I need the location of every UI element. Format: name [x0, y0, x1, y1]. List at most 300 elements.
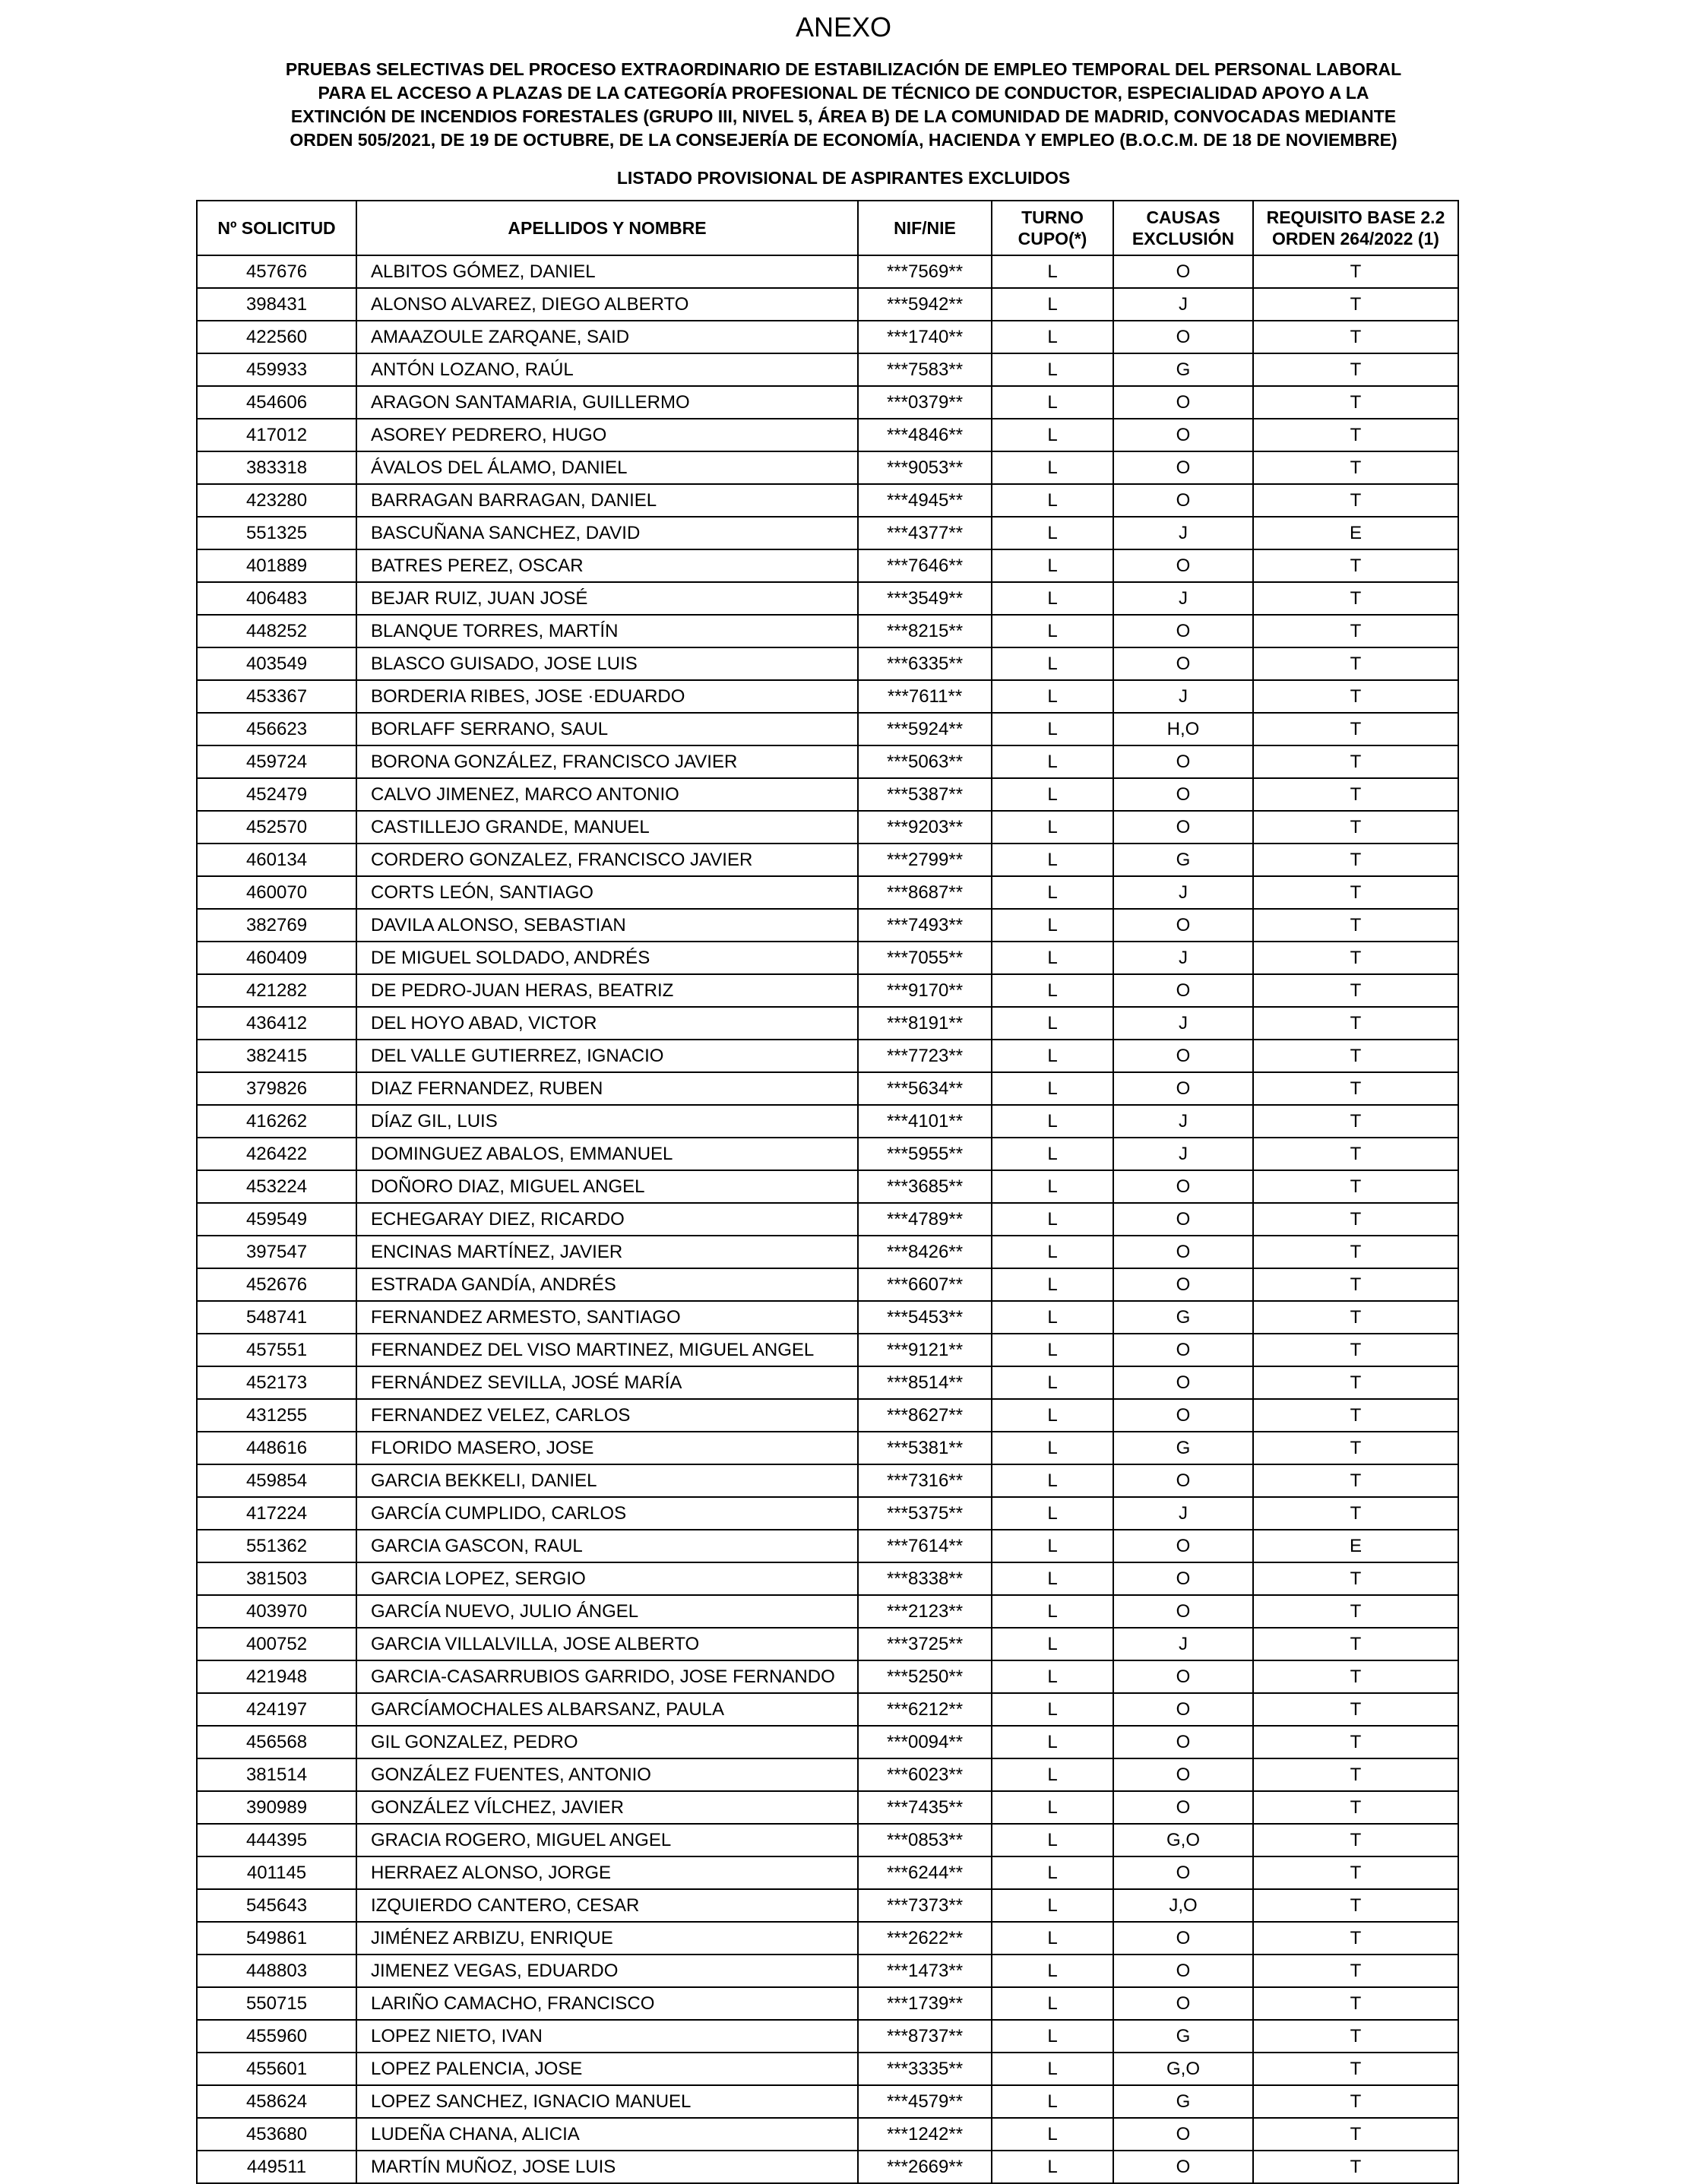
cell-requisito: T: [1253, 1399, 1458, 1432]
table-row: [197, 321, 1458, 353]
cell-nif: ***9121**: [858, 1334, 992, 1366]
cell-turno: L: [992, 2085, 1113, 2118]
page-title: ANEXO: [795, 11, 892, 43]
table-row: [197, 1203, 1458, 1236]
cell-causas: O: [1113, 1726, 1253, 1758]
cell-solicitud: 454606: [197, 386, 356, 419]
cell-nombre: ALONSO ALVAREZ, DIEGO ALBERTO: [356, 288, 858, 321]
cell-turno: L: [992, 353, 1113, 386]
cell-requisito: T: [1253, 1628, 1458, 1660]
cell-nif: ***4101**: [858, 1105, 992, 1138]
cell-turno: L: [992, 549, 1113, 582]
cell-nombre: BASCUÑANA SANCHEZ, DAVID: [356, 517, 858, 549]
cell-solicitud: 401145: [197, 1856, 356, 1889]
cell-nif: ***5453**: [858, 1301, 992, 1334]
cell-solicitud: 444395: [197, 1824, 356, 1856]
cell-requisito: T: [1253, 1791, 1458, 1824]
cell-solicitud: 436412: [197, 1007, 356, 1040]
cell-solicitud: 453680: [197, 2118, 356, 2151]
cell-nif: ***7055**: [858, 942, 992, 974]
table-row: [197, 386, 1458, 419]
table-row: [197, 909, 1458, 942]
cell-solicitud: 456623: [197, 713, 356, 745]
cell-nif: ***2799**: [858, 844, 992, 876]
cell-requisito: T: [1253, 1595, 1458, 1628]
cell-nombre: BORDERIA RIBES, JOSE ·EDUARDO: [356, 680, 858, 713]
table-row: [197, 288, 1458, 321]
cell-turno: L: [992, 1530, 1113, 1562]
cell-nif: ***7646**: [858, 549, 992, 582]
cell-nombre: DE MIGUEL SOLDADO, ANDRÉS: [356, 942, 858, 974]
cell-solicitud: 452570: [197, 811, 356, 844]
cell-nif: ***3549**: [858, 582, 992, 615]
cell-causas: J: [1113, 942, 1253, 974]
cell-turno: L: [992, 1334, 1113, 1366]
cell-causas: O: [1113, 1040, 1253, 1072]
cell-nombre: ARAGON SANTAMARIA, GUILLERMO: [356, 386, 858, 419]
cell-nombre: ESTRADA GANDÍA, ANDRÉS: [356, 1268, 858, 1301]
cell-causas: O: [1113, 1955, 1253, 1987]
cell-causas: J: [1113, 1628, 1253, 1660]
cell-nombre: CORDERO GONZALEZ, FRANCISCO JAVIER: [356, 844, 858, 876]
cell-turno: L: [992, 582, 1113, 615]
cell-nombre: FERNANDEZ DEL VISO MARTINEZ, MIGUEL ANGEL: [356, 1334, 858, 1366]
cell-requisito: T: [1253, 909, 1458, 942]
cell-causas: J: [1113, 288, 1253, 321]
cell-nombre: LOPEZ SANCHEZ, IGNACIO MANUEL: [356, 2085, 858, 2118]
cell-causas: O: [1113, 1856, 1253, 1889]
cell-turno: L: [992, 484, 1113, 517]
cell-requisito: T: [1253, 2020, 1458, 2053]
cell-causas: O: [1113, 647, 1253, 680]
cell-requisito: T: [1253, 1170, 1458, 1203]
cell-solicitud: 452676: [197, 1268, 356, 1301]
cell-solicitud: 449511: [197, 2151, 356, 2183]
cell-nombre: GRACIA ROGERO, MIGUEL ANGEL: [356, 1824, 858, 1856]
cell-causas: O: [1113, 1758, 1253, 1791]
cell-causas: G: [1113, 2085, 1253, 2118]
cell-nif: ***7569**: [858, 255, 992, 288]
cell-turno: L: [992, 1170, 1113, 1203]
cell-nif: ***7493**: [858, 909, 992, 942]
cell-requisito: T: [1253, 484, 1458, 517]
cell-nombre: BATRES PEREZ, OSCAR: [356, 549, 858, 582]
cell-solicitud: 421282: [197, 974, 356, 1007]
cell-turno: L: [992, 2020, 1113, 2053]
cell-requisito: T: [1253, 680, 1458, 713]
cell-requisito: T: [1253, 942, 1458, 974]
cell-solicitud: 406483: [197, 582, 356, 615]
cell-nombre: JIMÉNEZ ARBIZU, ENRIQUE: [356, 1922, 858, 1955]
cell-solicitud: 400752: [197, 1628, 356, 1660]
table-row: [197, 1040, 1458, 1072]
cell-requisito: T: [1253, 1236, 1458, 1268]
cell-causas: O: [1113, 1072, 1253, 1105]
cell-nif: ***1473**: [858, 1955, 992, 1987]
cell-turno: L: [992, 1955, 1113, 1987]
cell-turno: L: [992, 1464, 1113, 1497]
cell-causas: J: [1113, 680, 1253, 713]
cell-nif: ***8215**: [858, 615, 992, 647]
cell-nif: ***5955**: [858, 1138, 992, 1170]
cell-turno: L: [992, 1399, 1113, 1432]
cell-solicitud: 459854: [197, 1464, 356, 1497]
header-requisito-line2: ORDEN 264/2022 (1): [1272, 229, 1439, 248]
cell-requisito: T: [1253, 713, 1458, 745]
cell-causas: G: [1113, 1301, 1253, 1334]
table-row: [197, 844, 1458, 876]
header-nombre: APELLIDOS Y NOMBRE: [356, 201, 858, 255]
table-row: [197, 1399, 1458, 1432]
cell-solicitud: 452173: [197, 1366, 356, 1399]
cell-requisito: T: [1253, 353, 1458, 386]
cell-nombre: ECHEGARAY DIEZ, RICARDO: [356, 1203, 858, 1236]
cell-turno: L: [992, 386, 1113, 419]
cell-requisito: T: [1253, 1758, 1458, 1791]
cell-requisito: T: [1253, 647, 1458, 680]
cell-requisito: T: [1253, 1889, 1458, 1922]
cell-causas: O: [1113, 1236, 1253, 1268]
cell-requisito: T: [1253, 549, 1458, 582]
cell-nif: ***6023**: [858, 1758, 992, 1791]
cell-nombre: CALVO JIMENEZ, MARCO ANTONIO: [356, 778, 858, 811]
cell-causas: O: [1113, 1334, 1253, 1366]
cell-solicitud: 403549: [197, 647, 356, 680]
cell-solicitud: 455601: [197, 2053, 356, 2085]
table-row: [197, 451, 1458, 484]
cell-causas: O: [1113, 2151, 1253, 2183]
cell-nombre: GARCIA BEKKELI, DANIEL: [356, 1464, 858, 1497]
header-causas-line1: CAUSAS: [1146, 207, 1220, 227]
cell-requisito: T: [1253, 582, 1458, 615]
cell-requisito: T: [1253, 1268, 1458, 1301]
cell-nif: ***8338**: [858, 1562, 992, 1595]
cell-nombre: HERRAEZ ALONSO, JORGE: [356, 1856, 858, 1889]
cell-turno: L: [992, 1072, 1113, 1105]
cell-solicitud: 421948: [197, 1660, 356, 1693]
cell-solicitud: 456568: [197, 1726, 356, 1758]
cell-requisito: T: [1253, 288, 1458, 321]
cell-solicitud: 448803: [197, 1955, 356, 1987]
cell-solicitud: 458624: [197, 2085, 356, 2118]
cell-causas: O: [1113, 1660, 1253, 1693]
cell-causas: G: [1113, 1432, 1253, 1464]
cell-causas: O: [1113, 1170, 1253, 1203]
cell-requisito: T: [1253, 844, 1458, 876]
table-row: [197, 1530, 1458, 1562]
cell-turno: L: [992, 942, 1113, 974]
cell-solicitud: 416262: [197, 1105, 356, 1138]
table-row: [197, 2020, 1458, 2053]
cell-causas: O: [1113, 1268, 1253, 1301]
cell-nif: ***4945**: [858, 484, 992, 517]
cell-nombre: MARTÍN MUÑOZ, JOSE LUIS: [356, 2151, 858, 2183]
cell-nif: ***8737**: [858, 2020, 992, 2053]
cell-nombre: LOPEZ NIETO, IVAN: [356, 2020, 858, 2053]
cell-nif: ***4579**: [858, 2085, 992, 2118]
header-solicitud: Nº SOLICITUD: [197, 201, 356, 255]
cell-solicitud: 551362: [197, 1530, 356, 1562]
cell-nombre: AMAAZOULE ZARQANE, SAID: [356, 321, 858, 353]
cell-nif: ***9053**: [858, 451, 992, 484]
cell-nif: ***3725**: [858, 1628, 992, 1660]
cell-turno: L: [992, 1203, 1113, 1236]
table-row: [197, 1856, 1458, 1889]
header-turno-line1: TURNO: [1021, 207, 1084, 227]
cell-nif: ***7723**: [858, 1040, 992, 1072]
cell-nif: ***1739**: [858, 1987, 992, 2020]
table-row: [197, 1660, 1458, 1693]
cell-nombre: DIAZ FERNANDEZ, RUBEN: [356, 1072, 858, 1105]
cell-solicitud: 457676: [197, 255, 356, 288]
cell-turno: L: [992, 517, 1113, 549]
header-nif: NIF/NIE: [858, 201, 992, 255]
table-row: [197, 1726, 1458, 1758]
cell-nombre: BORLAFF SERRANO, SAUL: [356, 713, 858, 745]
header-turno-line2: CUPO(*): [1018, 229, 1087, 248]
table-row: [197, 1334, 1458, 1366]
cell-causas: O: [1113, 1464, 1253, 1497]
cell-turno: L: [992, 1497, 1113, 1530]
cell-causas: J: [1113, 517, 1253, 549]
cell-nombre: GARCIA GASCON, RAUL: [356, 1530, 858, 1562]
cell-nif: ***8627**: [858, 1399, 992, 1432]
cell-solicitud: 424197: [197, 1693, 356, 1726]
cell-nombre: LUDEÑA CHANA, ALICIA: [356, 2118, 858, 2151]
cell-nombre: BEJAR RUIZ, JUAN JOSÉ: [356, 582, 858, 615]
cell-nif: ***7583**: [858, 353, 992, 386]
cell-solicitud: 460134: [197, 844, 356, 876]
cell-turno: L: [992, 1628, 1113, 1660]
cell-nif: ***9203**: [858, 811, 992, 844]
table-row: [197, 255, 1458, 288]
cell-causas: O: [1113, 745, 1253, 778]
cell-solicitud: 426422: [197, 1138, 356, 1170]
cell-turno: L: [992, 615, 1113, 647]
cell-solicitud: 401889: [197, 549, 356, 582]
cell-causas: O: [1113, 2118, 1253, 2151]
cell-turno: L: [992, 1301, 1113, 1334]
cell-causas: O: [1113, 1530, 1253, 1562]
cell-requisito: T: [1253, 745, 1458, 778]
table-body: [197, 255, 1458, 2183]
cell-solicitud: 422560: [197, 321, 356, 353]
cell-requisito: T: [1253, 1856, 1458, 1889]
cell-nombre: FERNANDEZ ARMESTO, SANTIAGO: [356, 1301, 858, 1334]
cell-nombre: FERNANDEZ VELEZ, CARLOS: [356, 1399, 858, 1432]
cell-solicitud: 423280: [197, 484, 356, 517]
cell-nif: ***1740**: [858, 321, 992, 353]
cell-nif: ***2123**: [858, 1595, 992, 1628]
table-row: [197, 974, 1458, 1007]
cell-nombre: DE PEDRO-JUAN HERAS, BEATRIZ: [356, 974, 858, 1007]
cell-nombre: FERNÁNDEZ SEVILLA, JOSÉ MARÍA: [356, 1366, 858, 1399]
cell-solicitud: 403970: [197, 1595, 356, 1628]
cell-solicitud: 460409: [197, 942, 356, 974]
cell-requisito: T: [1253, 2151, 1458, 2183]
cell-nif: ***9170**: [858, 974, 992, 1007]
cell-solicitud: 390989: [197, 1791, 356, 1824]
table-row: [197, 1595, 1458, 1628]
table-row: [197, 1791, 1458, 1824]
cell-turno: L: [992, 1595, 1113, 1628]
cell-nif: ***8426**: [858, 1236, 992, 1268]
cell-solicitud: 550715: [197, 1987, 356, 2020]
cell-nif: ***4377**: [858, 517, 992, 549]
table-row: [197, 1268, 1458, 1301]
cell-nif: ***6607**: [858, 1268, 992, 1301]
cell-solicitud: 397547: [197, 1236, 356, 1268]
table-row: [197, 2053, 1458, 2085]
cell-turno: L: [992, 713, 1113, 745]
cell-solicitud: 459549: [197, 1203, 356, 1236]
table-row: [197, 419, 1458, 451]
table-row: [197, 1464, 1458, 1497]
table-row: [197, 942, 1458, 974]
cell-solicitud: 398431: [197, 288, 356, 321]
cell-solicitud: 382415: [197, 1040, 356, 1072]
cell-nif: ***1242**: [858, 2118, 992, 2151]
cell-requisito: T: [1253, 2053, 1458, 2085]
cell-solicitud: 453367: [197, 680, 356, 713]
cell-requisito: T: [1253, 1922, 1458, 1955]
cell-requisito: T: [1253, 1824, 1458, 1856]
cell-requisito: T: [1253, 1072, 1458, 1105]
cell-solicitud: 448616: [197, 1432, 356, 1464]
cell-nif: ***5063**: [858, 745, 992, 778]
table-row: [197, 1628, 1458, 1660]
cell-nombre: BARRAGAN BARRAGAN, DANIEL: [356, 484, 858, 517]
cell-nombre: DEL VALLE GUTIERREZ, IGNACIO: [356, 1040, 858, 1072]
header-requisito-line1: REQUISITO BASE 2.2: [1266, 207, 1445, 227]
table-row: [197, 713, 1458, 745]
cell-turno: L: [992, 844, 1113, 876]
cell-turno: L: [992, 2118, 1113, 2151]
cell-solicitud: 379826: [197, 1072, 356, 1105]
cell-turno: L: [992, 909, 1113, 942]
cell-nif: ***8191**: [858, 1007, 992, 1040]
cell-turno: L: [992, 680, 1113, 713]
cell-causas: J: [1113, 582, 1253, 615]
cell-solicitud: 545643: [197, 1889, 356, 1922]
cell-causas: O: [1113, 1693, 1253, 1726]
table-row: [197, 1301, 1458, 1334]
cell-requisito: T: [1253, 615, 1458, 647]
cell-causas: O: [1113, 255, 1253, 288]
cell-nombre: ÁVALOS DEL ÁLAMO, DANIEL: [356, 451, 858, 484]
cell-nombre: DEL HOYO ABAD, VICTOR: [356, 1007, 858, 1040]
table-header-row: [197, 201, 1458, 255]
cell-causas: O: [1113, 1595, 1253, 1628]
table-row: [197, 1562, 1458, 1595]
cell-nif: ***4789**: [858, 1203, 992, 1236]
cell-requisito: T: [1253, 419, 1458, 451]
cell-requisito: T: [1253, 2085, 1458, 2118]
cell-turno: L: [992, 1726, 1113, 1758]
table-row: [197, 1366, 1458, 1399]
table-row: [197, 1072, 1458, 1105]
cell-turno: L: [992, 1268, 1113, 1301]
list-subtitle: LISTADO PROVISIONAL DE ASPIRANTES EXCLUIDOS: [616, 168, 1071, 188]
table-row: [197, 811, 1458, 844]
table-row: [197, 615, 1458, 647]
cell-nif: ***7373**: [858, 1889, 992, 1922]
cell-solicitud: 381514: [197, 1758, 356, 1791]
cell-requisito: T: [1253, 1301, 1458, 1334]
cell-requisito: T: [1253, 1105, 1458, 1138]
cell-causas: J,O: [1113, 1889, 1253, 1922]
cell-requisito: T: [1253, 811, 1458, 844]
cell-turno: L: [992, 647, 1113, 680]
cell-nombre: GARCIA VILLALVILLA, JOSE ALBERTO: [356, 1628, 858, 1660]
cell-nif: ***5375**: [858, 1497, 992, 1530]
cell-nombre: CORTS LEÓN, SANTIAGO: [356, 876, 858, 909]
cell-nombre: LOPEZ PALENCIA, JOSE: [356, 2053, 858, 2085]
document-heading: [0, 58, 1687, 152]
cell-nif: ***8514**: [858, 1366, 992, 1399]
cell-nif: ***5924**: [858, 713, 992, 745]
cell-nif: ***7614**: [858, 1530, 992, 1562]
cell-solicitud: 383318: [197, 451, 356, 484]
cell-nif: ***7611**: [858, 680, 992, 713]
cell-causas: O: [1113, 1366, 1253, 1399]
cell-nif: ***2669**: [858, 2151, 992, 2183]
table-row: [197, 680, 1458, 713]
cell-requisito: T: [1253, 255, 1458, 288]
cell-turno: L: [992, 1660, 1113, 1693]
cell-turno: L: [992, 451, 1113, 484]
cell-causas: G: [1113, 2020, 1253, 2053]
cell-turno: L: [992, 778, 1113, 811]
cell-turno: L: [992, 2151, 1113, 2183]
cell-solicitud: 431255: [197, 1399, 356, 1432]
cell-nombre: GONZÁLEZ FUENTES, ANTONIO: [356, 1758, 858, 1791]
cell-causas: O: [1113, 778, 1253, 811]
cell-nif: ***5250**: [858, 1660, 992, 1693]
cell-nombre: GARCÍA NUEVO, JULIO ÁNGEL: [356, 1595, 858, 1628]
cell-nombre: BORONA GONZÁLEZ, FRANCISCO JAVIER: [356, 745, 858, 778]
cell-nif: ***0094**: [858, 1726, 992, 1758]
cell-nif: ***3335**: [858, 2053, 992, 2085]
table-row: [197, 1497, 1458, 1530]
header-causas: [1113, 201, 1253, 255]
cell-turno: L: [992, 1922, 1113, 1955]
heading-line: EXTINCIÓN DE INCENDIOS FORESTALES (GRUPO III, NIVEL 5, ÁREA B) DE LA COMUNIDAD DE MADRID, CONVOCADAS MEDIANTE: [290, 106, 1397, 126]
table-row: [197, 1236, 1458, 1268]
cell-nombre: FLORIDO MASERO, JOSE: [356, 1432, 858, 1464]
cell-nif: ***3685**: [858, 1170, 992, 1203]
cell-turno: L: [992, 1856, 1113, 1889]
cell-solicitud: 381503: [197, 1562, 356, 1595]
cell-turno: L: [992, 1366, 1113, 1399]
cell-solicitud: 548741: [197, 1301, 356, 1334]
cell-requisito: T: [1253, 1203, 1458, 1236]
table-row: [197, 517, 1458, 549]
cell-causas: O: [1113, 615, 1253, 647]
cell-turno: L: [992, 811, 1113, 844]
cell-requisito: T: [1253, 451, 1458, 484]
cell-solicitud: 551325: [197, 517, 356, 549]
cell-nombre: GARCIA-CASARRUBIOS GARRIDO, JOSE FERNANDO: [356, 1660, 858, 1693]
cell-turno: L: [992, 1824, 1113, 1856]
cell-turno: L: [992, 1040, 1113, 1072]
cell-nif: ***5634**: [858, 1072, 992, 1105]
cell-nombre: CASTILLEJO GRANDE, MANUEL: [356, 811, 858, 844]
cell-causas: O: [1113, 811, 1253, 844]
cell-turno: L: [992, 1236, 1113, 1268]
cell-solicitud: 453224: [197, 1170, 356, 1203]
table-row: [197, 1987, 1458, 2020]
